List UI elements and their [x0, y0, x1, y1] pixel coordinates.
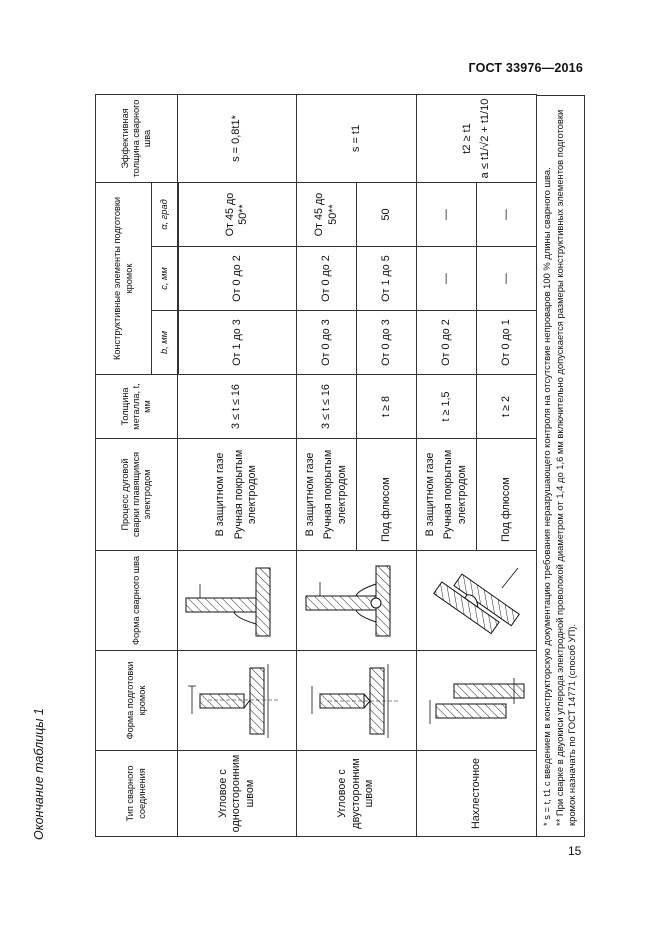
page-number: 15 [568, 844, 582, 858]
header-c: c, мм [152, 247, 178, 311]
b-cell: От 1 до 3 [178, 311, 297, 375]
header-b: b, мм [152, 311, 178, 375]
thickness-cell: t ≥ 1,5 [417, 375, 477, 439]
effective-thickness-cell: s = t1 [297, 95, 417, 183]
c-cell: — [417, 247, 477, 311]
process-shielding-gas: В защитном газе [423, 452, 436, 537]
joint-type-cell: Нахлесточное [417, 751, 537, 837]
weld-spec-table [95, 94, 537, 837]
alpha-cell: — [417, 183, 477, 247]
thickness-cell: 3 ≤ t ≤ 16 [178, 375, 297, 439]
table-row [417, 95, 477, 837]
table-row [178, 95, 297, 837]
edge-prep-single-fillet-figure [178, 653, 296, 749]
edge-prep-lap-figure [418, 653, 536, 749]
header-effective-thickness: Эффективная толщина сварного шва [96, 95, 178, 183]
c-cell: От 0 до 2 [297, 247, 357, 311]
edge-prep-double-fillet-figure [298, 653, 416, 749]
b-cell: От 0 до 3 [357, 311, 417, 375]
process-cell [178, 439, 297, 551]
header-thickness: Толщина металла, t, мм [96, 375, 178, 439]
alpha-cell: 50 [357, 183, 417, 247]
edge-form-figure-cell [178, 651, 297, 751]
process-shielding-gas: В защитном газе [214, 452, 227, 537]
weld-form-figure-cell [297, 551, 417, 651]
c-cell: От 0 до 2 [178, 247, 297, 311]
thickness-cell: 3 ≤ t ≤ 16 [297, 375, 357, 439]
effective-formula: a ≤ t1/√2 + t1/10 [478, 98, 491, 179]
process-cell: Под флюсом [357, 439, 417, 551]
header-weld-form: Форма сварного шва [96, 551, 178, 651]
header-alpha: α, град [152, 183, 178, 247]
table-header-row [96, 95, 152, 837]
standard-code: ГОСТ 33976—2016 [468, 61, 583, 75]
b-cell: От 0 до 1 [477, 311, 537, 375]
joint-type-cell: Угловое с двусторонним швом [297, 751, 417, 837]
header-edge-elements: Конструктивные элементы подготовки кромок [96, 183, 152, 375]
edge-form-figure-cell [417, 651, 537, 751]
footnote-2: ** При сварке в двуокиси углерода электродной проволокой диаметром от 1,4 до 1,6 мм включительно допускается размеры конструктивных элементов подготовки кромок назначать по ГОСТ 14771 (способ УП). [553, 109, 578, 826]
header-process: Процесс дуговой сварки плавящимся электродом [96, 439, 178, 551]
table-footnotes [537, 95, 585, 837]
c-cell: От 1 до 5 [357, 247, 417, 311]
effective-thickness-cell [417, 95, 537, 183]
weld-single-fillet-figure [178, 553, 296, 649]
thickness-cell: t ≥ 2 [477, 375, 537, 439]
footnote-1: * s = t, t1 с введением в конструкторскую документацию требования неразрушающего контроля на отсутствие непроваров 100 % длины сварного шва. [541, 167, 552, 826]
alpha-cell: От 45 до 50** [178, 183, 297, 247]
weld-form-figure-cell [417, 551, 537, 651]
process-cell: Под флюсом [477, 439, 537, 551]
thickness-cell: t ≥ 8 [357, 375, 417, 439]
joint-type-cell: Угловое с односторонним швом [178, 751, 297, 837]
process-manual-electrode: Ручная покрытым электродом [322, 449, 348, 540]
spec-table-frame [95, 95, 583, 837]
effective-condition: t2 ≥ t1 [460, 123, 473, 154]
process-shielding-gas: В защитном газе [303, 452, 316, 537]
alpha-cell: — [477, 183, 537, 247]
edge-form-figure-cell [297, 651, 417, 751]
effective-thickness-cell: s = 0,8t1* [178, 95, 297, 183]
alpha-cell: От 45 до 50** [297, 183, 357, 247]
process-manual-electrode: Ручная покрытым электродом [232, 449, 259, 540]
process-cell [297, 439, 357, 551]
b-cell: От 0 до 3 [297, 311, 357, 375]
process-cell [417, 439, 477, 551]
weld-form-figure-cell [178, 551, 297, 651]
c-cell: — [477, 247, 537, 311]
table-row [297, 95, 357, 837]
process-manual-electrode: Ручная покрытым электродом [442, 449, 468, 540]
b-cell: От 0 до 2 [417, 311, 477, 375]
header-joint-type: Тип сварного соединения [96, 751, 178, 837]
weld-double-fillet-figure [298, 553, 416, 649]
header-edge-form: Форма подготовки кромок [96, 651, 178, 751]
weld-lap-figure [418, 553, 536, 649]
table-continuation-label: Окончание таблицы 1 [32, 708, 46, 840]
